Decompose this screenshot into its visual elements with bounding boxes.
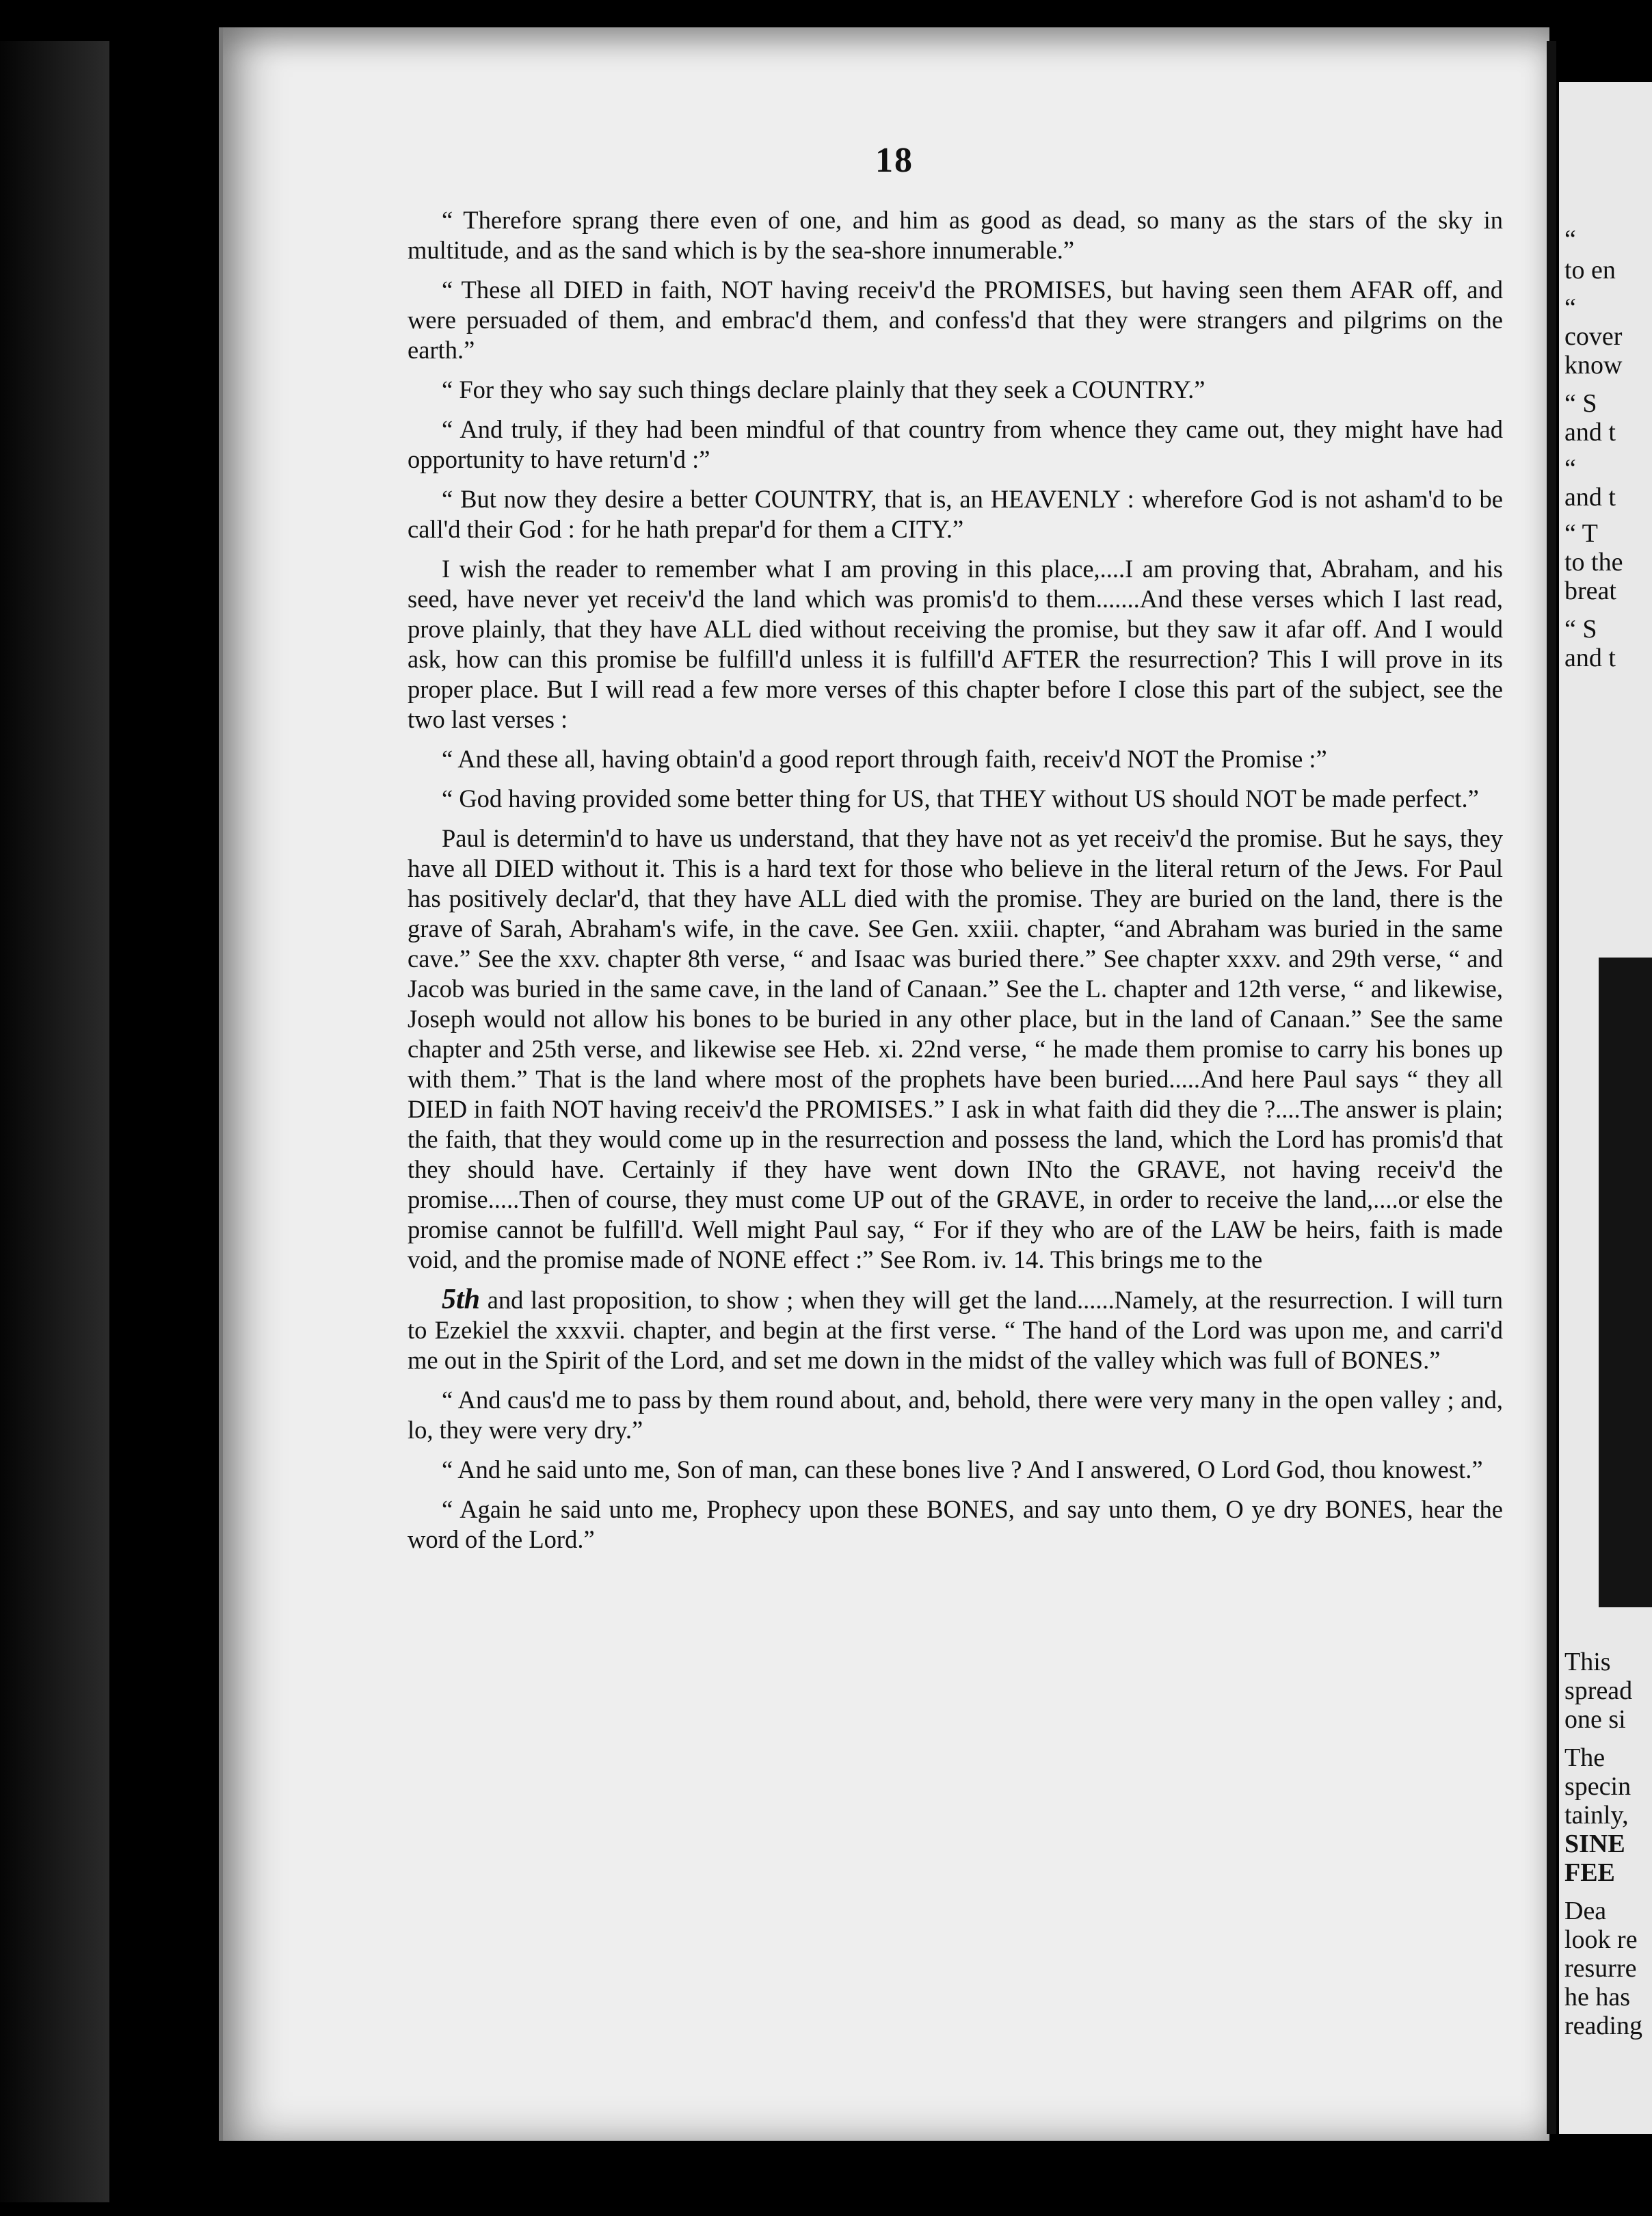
left-margin-shadow [0,41,109,2202]
paragraph: “ And these all, having obtain'd a good report through faith, receiv'd NOT the Promise :” [442,745,1327,773]
adjacent-page [1559,82,1652,2134]
adjacent-page-fragment: to en [1564,256,1616,285]
adjacent-page-fragment: spread [1564,1676,1633,1705]
adjacent-page-fragment: one si [1564,1705,1626,1734]
adjacent-page-fragment: and t [1564,644,1616,672]
proposition-text: and last proposition, to show ; when they will get the land......Namely, at the resurrection. I will turn to Ezekiel the xxxvii. chapter, and begin at the first verse. “ The hand of the Lord was upon me, and carri'd me out in the Spirit of the Lord, and set me down in the midst of the valley which was full of BONES.” [408,1286,1504,1374]
adjacent-page-fragment: specin [1564,1772,1631,1801]
adjacent-page-fragment: resurre [1564,1954,1637,1983]
adjacent-page-fragment: FEE [1564,1858,1615,1887]
paragraph: Paul is determin'd to have us understand, that they have not as yet receiv'd the promise. But he says, they have all DIED without it. This is a hard text for those who believe in the literal return of the Jews. For Paul has positively declar'd, that they have ALL died with the promise. They are buried on the land, there is the grave of Sarah, Abraham's wife, in the cave. See Gen. xxiii. chapter, “and Abraham was buried in the same cave.” See the xxv. chapter 8th verse, “ and Isaac was buried there.” See chapter xxxv. and 29th verse, “ and Jacob was buried in the same cave, in the land of Canaan.” See the L. chapter and 12th verse, “ and likewise, Joseph would not allow his bones to be buried in any other place, but in the land of Canaan.” See the same chapter and 25th verse, and likewise see Heb. xi. 22nd verse, “ he made them promise to carry his bones up with them.” That is the land where most of the prophets have been buried.....And here Paul says “ they all DIED in faith NOT having receiv'd the PROMISES.” I ask in what faith did they die ?....The answer is plain; the faith, that they would come up in the resurrection and possess the land, which the Lord has promis'd that they should have. Certainly if they have went down INto the GRAVE, not having receiv'd the promise.....Then of course, they must come UP out of the GRAVE, in order to receive the land,....or else the promise cannot be fulfill'd. Well might Paul say, “ For if they who are of the LAW be heirs, faith is made void, and the promise made of NONE effect :” See Rom. iv. 14. This brings me to the [408,824,1503,1274]
page-number: 18 [875,141,914,180]
adjacent-page-fragment: “ [1564,454,1576,483]
adjacent-page-illustration [1599,958,1652,1607]
page-text-body [408,205,1503,1564]
paragraph: “ And he said unto me, Son of man, can these bones live ? And I answered, O Lord God, thou knowest.” [442,1455,1483,1483]
paragraph-proposition [408,1284,1503,1375]
adjacent-page-fragment: The [1564,1743,1606,1772]
adjacent-page-fragment: to the [1564,548,1623,577]
paragraph: “ God having provided some better thing for US, that THEY without US should NOT be made perfect.” [442,784,1479,813]
adjacent-page-fragment: “ S [1564,615,1597,644]
adjacent-page-fragment: breat [1564,577,1616,605]
adjacent-page-fragment: reading [1564,2011,1642,2040]
paragraph: I wish the reader to remember what I am proving in this place,....I am proving that, Abraham, and his seed, have never yet receiv'd the land which was promis'd to them.......And these verses which I last read, prove plainly, that they have ALL died without receiving the promise, but they saw it afar off. And I would ask, how can this promise be fulfill'd unless it is fulfill'd AFTER the resurrection? This I will prove in its proper place. But I will read a few more verses of this chapter before I close this part of the subject, see the two last verses : [408,555,1503,733]
adjacent-page-fragment: and t [1564,418,1616,447]
paragraph: “ For they who say such things declare plainly that they seek a COUNTRY.” [442,375,1205,404]
paragraph: “ Therefore sprang there even of one, and him as good as dead, so many as the stars of the sky in multitude, and as the sand which is by the sea-shore innumerable.” [408,206,1503,264]
paragraph: “ And caus'd me to pass by them round about, and, behold, there were very many in the open valley ; and, lo, they were very dry.” [408,1386,1503,1444]
adjacent-page-fragment: look re [1564,1925,1638,1954]
adjacent-page-fragment: he has [1564,1983,1631,2011]
page-gutter [1547,41,1556,2134]
adjacent-page-fragment: “ [1564,293,1576,322]
adjacent-page-fragment: know [1564,351,1623,380]
paragraph: “ These all DIED in faith, NOT having receiv'd the PROMISES, but having seen them AFAR off, and were persuaded of them, and embrac'd them, and confess'd that they were strangers and pilgrims on the earth.” [408,276,1503,364]
paragraph: “ And truly, if they had been mindful of that country from whence they came out, they might have had opportunity to have return'd :” [408,415,1503,473]
adjacent-page-fragment: “ T [1564,519,1598,548]
adjacent-page-fragment: This [1564,1648,1611,1676]
adjacent-page-fragment: “ [1564,225,1576,254]
adjacent-page-fragment: “ S [1564,389,1597,418]
paragraph: “ Again he said unto me, Prophecy upon these BONES, and say unto them, O ye dry BONES, hear the word of the Lord.” [408,1495,1503,1553]
adjacent-page-fragment: and t [1564,483,1616,512]
adjacent-page-fragment: Dea [1564,1897,1607,1925]
paragraph: “ But now they desire a better COUNTRY, that is, an HEAVENLY : wherefore God is not asham'd to be call'd their God : for he hath prepar'd for them a CITY.” [408,485,1503,543]
adjacent-page-fragment: SINE [1564,1830,1625,1858]
adjacent-page-fragment: tainly, [1564,1801,1629,1830]
adjacent-page-fragment: cover [1564,322,1623,351]
proposition-number: 5th [442,1284,481,1315]
